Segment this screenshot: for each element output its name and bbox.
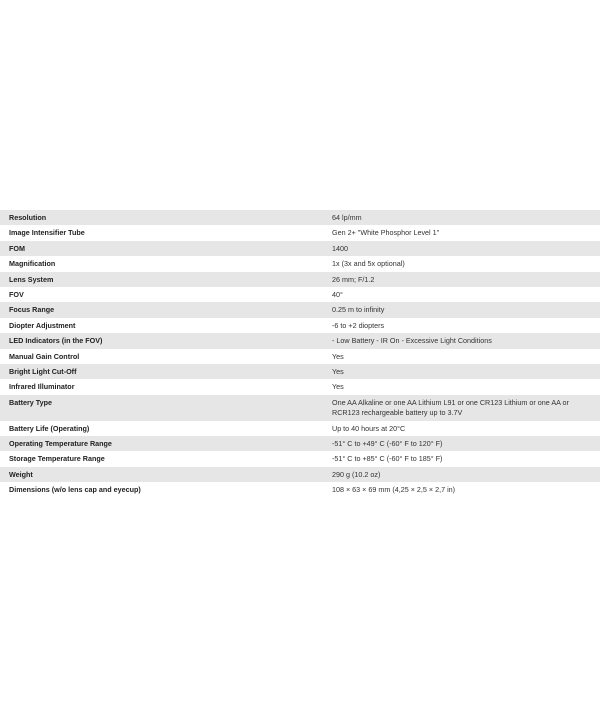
spec-row-storage-temperature-range <box>0 451 600 466</box>
spec-row-led-indicators <box>0 333 600 348</box>
spec-row-battery-life <box>0 421 600 436</box>
spec-row-diopter-adjustment <box>0 318 600 333</box>
spec-label: Focus Range <box>9 305 55 315</box>
spec-row-weight <box>0 467 600 482</box>
spec-value: Yes <box>332 351 344 361</box>
spec-label: Resolution <box>9 213 47 222</box>
spec-row-fom <box>0 241 600 256</box>
spec-row-fov <box>0 287 600 302</box>
spec-label: Magnification <box>9 259 56 269</box>
spec-label: FOM <box>9 243 25 253</box>
spec-value: 0.25 m to infinity <box>332 305 385 315</box>
spec-row-image-intensifier-tube <box>0 225 600 240</box>
spec-value: 64 lp/mm <box>332 213 362 222</box>
spec-row-dimensions <box>0 482 600 497</box>
spec-label: Diopter Adjustment <box>9 320 76 330</box>
spec-row-lens-system <box>0 272 600 287</box>
spec-value: 1x (3x and 5x optional) <box>332 259 405 269</box>
spec-value: One AA Alkaline or one AA Lithium L91 or one CR123 Lithium or one AA or RCR123 rechargeable battery up to 3.7V <box>332 397 569 417</box>
spec-row-infrared-illuminator <box>0 379 600 394</box>
spec-label: Dimensions (w/o lens cap and eyecup) <box>9 485 141 495</box>
spec-value: -6 to +2 diopters <box>332 320 385 330</box>
spec-row-battery-type <box>0 395 600 421</box>
spec-value: -51° C to +49° C (-60° F to 120° F) <box>332 439 443 449</box>
spec-label: Image Intensifier Tube <box>9 228 85 238</box>
spec-label: LED Indicators (in the FOV) <box>9 336 103 346</box>
spec-value: Gen 2+ "White Phosphor Level 1" <box>332 228 440 238</box>
spec-label: Weight <box>9 469 33 479</box>
spec-value: 40° <box>332 289 343 299</box>
spec-label: Battery Type <box>9 397 53 407</box>
spec-value: 290 g (10.2 oz) <box>332 469 381 479</box>
spec-value: Up to 40 hours at 20°C <box>332 423 406 433</box>
spec-value: Yes <box>332 366 344 376</box>
spec-value: 1400 <box>332 243 348 253</box>
spec-row-manual-gain-control <box>0 349 600 364</box>
spec-row-focus-range <box>0 302 600 317</box>
spec-value: Yes <box>332 382 344 392</box>
spec-value: 26 mm; F/1.2 <box>332 274 375 284</box>
spec-row-resolution <box>0 210 600 225</box>
spec-value: -51° C to +85° C (-60° F to 185° F) <box>332 454 443 464</box>
spec-label: Lens System <box>9 274 54 284</box>
spec-table <box>0 210 600 498</box>
spec-label: Operating Temperature Range <box>9 439 112 449</box>
spec-label: Manual Gain Control <box>9 351 80 361</box>
spec-label: FOV <box>9 289 24 299</box>
spec-label: Infrared Illuminator <box>9 382 75 392</box>
spec-value: - Low Battery - IR On - Excessive Light Conditions <box>332 336 492 346</box>
spec-label: Storage Temperature Range <box>9 454 105 464</box>
spec-value: 108 × 63 × 69 mm (4,25 × 2,5 × 2,7 in) <box>332 485 456 495</box>
spec-row-operating-temperature-range <box>0 436 600 451</box>
spec-row-magnification <box>0 256 600 271</box>
spec-label: Battery Life (Operating) <box>9 423 90 433</box>
spec-row-bright-light-cut-off <box>0 364 600 379</box>
spec-label: Bright Light Cut-Off <box>9 366 77 376</box>
